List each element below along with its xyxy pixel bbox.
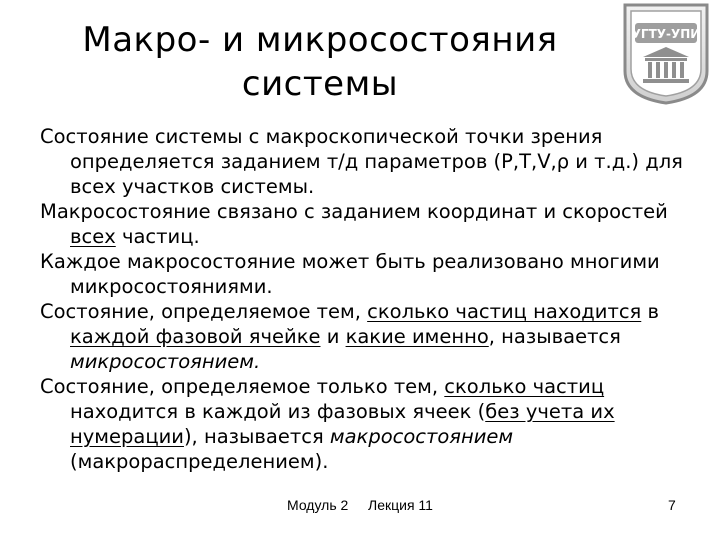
paragraph-text: частиц.	[115, 225, 200, 248]
underlined-text: всех	[70, 225, 116, 248]
paragraph-text: ), называется	[183, 425, 330, 448]
ugtu-upi-logo	[621, 1, 711, 105]
paragraph-text: Макросостояние связано с заданием координат и скоростей	[40, 200, 668, 223]
title-line-2: системы	[241, 64, 399, 104]
paragraph	[40, 299, 690, 374]
underlined-text: какие именно	[345, 325, 489, 348]
university-logo-icon	[621, 1, 711, 105]
logo-text: УГТУ-УПИ	[631, 27, 701, 41]
paragraph	[40, 374, 690, 474]
paragraph-text: Состояние системы с макроскопической точки зрения определяется заданием т/д параметров (P,T,V,ρ и т.д.) для всех участков системы.	[40, 125, 683, 198]
paragraph-text: (макрораспределением).	[70, 450, 329, 473]
paragraph-text: находится в каждой из фазовых ячеек (	[70, 400, 486, 423]
title-line-1: Макро- и микросостояния	[82, 20, 558, 60]
italic-term: макросостоянием	[329, 425, 514, 448]
slide-body	[40, 124, 690, 474]
footer-lecture: Лекция 11	[368, 497, 433, 513]
page-number: 7	[668, 497, 676, 513]
paragraph-text: и	[320, 325, 346, 348]
underlined-text: каждой фазовой ячейке	[70, 325, 321, 348]
footer-course: Модуль 2	[287, 497, 349, 513]
paragraph-text: Каждое макросостояние может быть реализовано многими микросостояниями.	[40, 250, 660, 298]
slide-footer	[0, 495, 720, 515]
paragraph-text: в	[641, 300, 659, 323]
underlined-text: сколько частиц находится	[367, 300, 642, 323]
paragraph	[40, 199, 690, 249]
paragraph	[40, 249, 690, 299]
paragraph	[40, 124, 690, 199]
paragraph-text: Состояние, определяемое только тем,	[40, 375, 445, 398]
underlined-text: без учета их нумерации	[70, 400, 615, 448]
paragraph-text: Состояние, определяемое тем,	[40, 300, 368, 323]
slide-title	[40, 18, 600, 106]
paragraph-text: , называется	[488, 325, 621, 348]
italic-term: микросостоянием.	[70, 350, 261, 373]
underlined-text: сколько частиц	[444, 375, 605, 398]
